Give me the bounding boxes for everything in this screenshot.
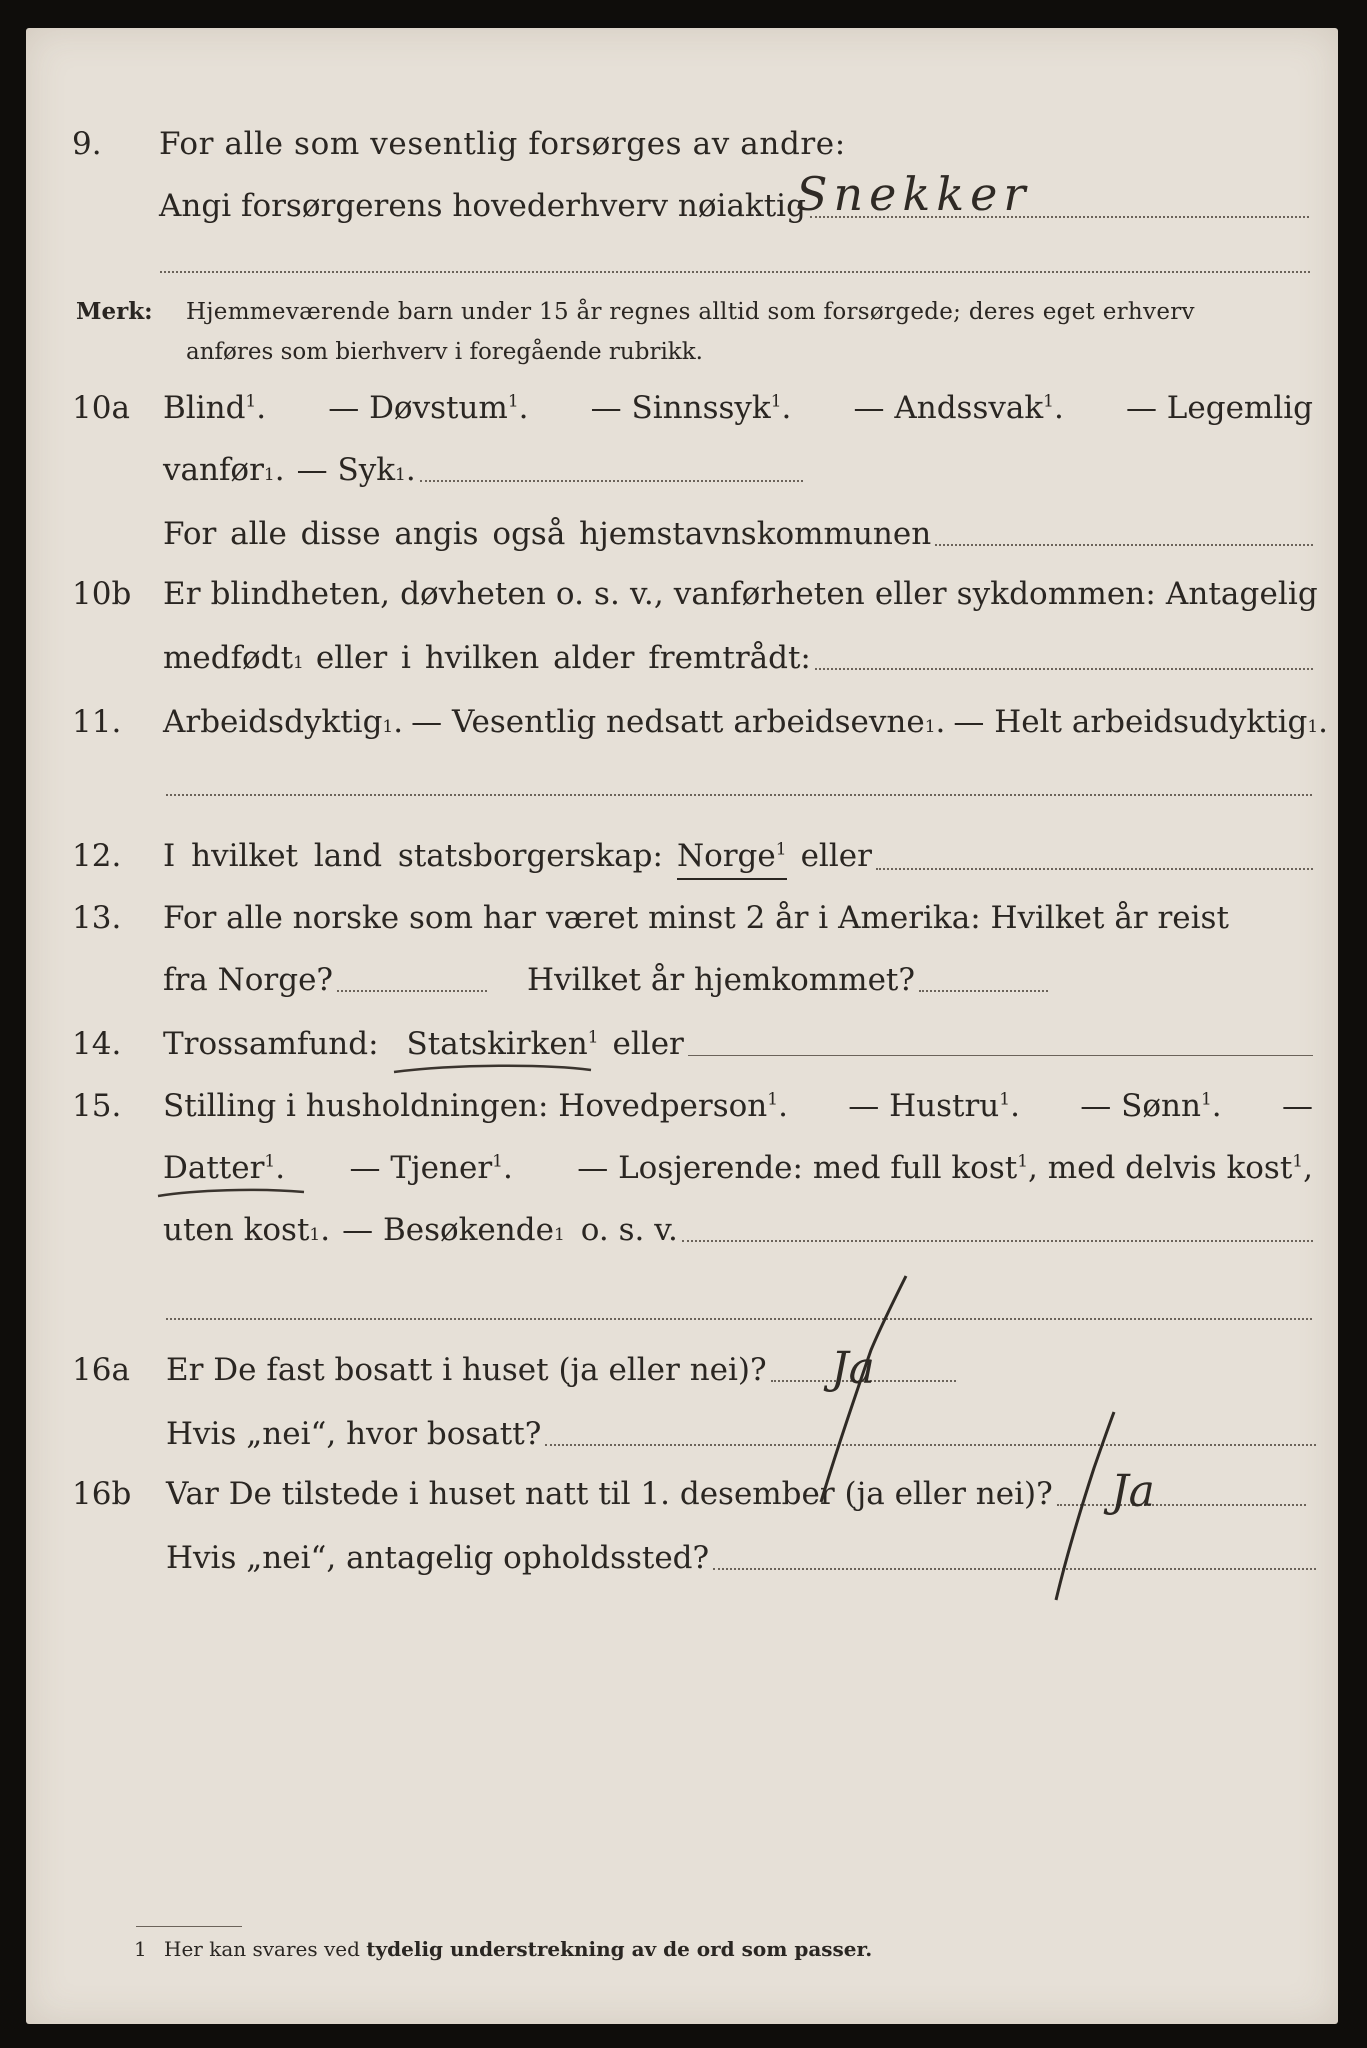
question-12: 12. I hvilket land statsborgerskap: Norge$^1$ eller [26, 834, 1338, 878]
handwritten-answer-16b: Ja [1111, 1466, 1155, 1517]
question-number: 11. [72, 704, 122, 740]
question-number: 10b [72, 576, 132, 612]
question-text: Arbeidsdyktig 1 . — Vesentlig nedsatt arbeidsevne 1 . — Helt arbeidsudyktig 1 . [163, 704, 1329, 740]
question-14: 14. Trossamfund: Statskirken$^1$ eller [26, 1022, 1338, 1066]
question-text: Angi forsørgerens hovederhverv nøiaktig [159, 188, 806, 224]
question-15-line-2: Datter$^1$. — Tjener$^1$. — Losjerende: med full kost$^1$, med delvis kost$^1$, [26, 1146, 1338, 1190]
answer-line [682, 1240, 1313, 1242]
question-16a: 16a Er De fast bosatt i huset (ja eller nei)? [26, 1348, 1338, 1392]
answer-line [876, 868, 1313, 870]
question-13-line-2: fra Norge? Hvilket år hjemkommet? [26, 958, 1338, 1002]
underline-statskirken [394, 1066, 591, 1072]
answer-line [166, 1318, 1312, 1320]
question-text: For alle norske som har været minst 2 år i Amerika: Hvilket år reist [163, 900, 1229, 936]
question-16b-line-2: Hvis „nei“, antagelig opholdssted? [26, 1536, 1338, 1580]
answer-line [1057, 1504, 1306, 1506]
question-15 [26, 1084, 1338, 1128]
question-10a [26, 386, 1338, 430]
question-text: Er blindheten, døvheten o. s. v., vanførheten eller sykdommen: Antagelig [163, 576, 1318, 612]
answer-line [771, 1380, 956, 1382]
norge-option: Norge$^1$ [677, 834, 787, 880]
underline-datter [158, 1190, 304, 1196]
answer-line [160, 271, 1310, 273]
handwritten-answer-9: Snekker [796, 167, 1032, 221]
census-form-page: 9. For alle som vesentlig forsørges av andre: Angi forsørgerens hovederhverv nøiaktig Merk: Hjemmeværende barn under 15 år regnes alltid som forsørgede; deres eget erhverv anføres som bierhverv i foregående rubrikk. 10a Blind$^1$. — Døvstum$^1$. — Sinnssyk$^1$. — Andssvak$^1$. — Legemlig vanfør 1 . — Syk 1 . For alle disse angis også hjemstavnskommunen 10b Er blindheten, døvheten o. s. v., vanførheten eller sykdommen: Antagelig medfødt 1 eller i hvilken alder fremtrådt: 11. Arbeidsdyktig 1 . — Vesentlig nedsatt arbeidsevne 1 . — Helt arbeidsudyktig 1 . 12. I hvilket land statsborgerskap: Norge$^1$ eller 13. For alle norske som har været minst 2 år i Amerika: Hvilket år reist fra Norge? Hvilket år hjemkommet? 14. Trossamfund: Statskirken$^1$ eller 15. Stilling i husholdningen: Hovedperson$^1$. — Hustru$^1$. — Sønn$^1$. — Datter$^1$. — Tjener$^1$. — Losjerende: med full kost$^1$, med delvis kost$^1$, uten kost 1 . — Besøkende 1 o. s. v. 16a Er De fast bosatt i huset (ja eller nei)? Hvis „nei“, hvor bosatt? 16b Var De tilstede i huset natt til 1. desember (ja eller nei)? Hvis „nei“, antagelig opholdssted? 1 Her kan svares ved tydelig understrekning av de ord som passer. Snekker Ja Ja [26, 28, 1338, 2024]
note-text: anføres som bierhverv i foregående rubrikk. [186, 339, 703, 365]
question-number: 10a [72, 390, 130, 426]
question-10b [26, 572, 1338, 616]
question-number: 9. [72, 126, 102, 162]
question-text: For alle som vesentlig forsørges av andre: [159, 126, 846, 162]
question-11 [26, 700, 1338, 744]
statskirken-option: Statskirken$^1$ [406, 1026, 599, 1062]
question-number: 13. [72, 900, 122, 936]
answer-line [810, 216, 1309, 218]
question-number: 16b [72, 1476, 132, 1512]
footnote-divider [136, 1926, 242, 1927]
answer-line [919, 990, 1048, 992]
answer-line [713, 1568, 1316, 1570]
handwritten-answer-16a: Ja [831, 1343, 875, 1394]
question-number: 16a [72, 1352, 130, 1388]
question-number: 14. [72, 1026, 122, 1062]
question-10a-line-3: For alle disse angis også hjemstavnskommunen [26, 512, 1338, 556]
question-number: 12. [72, 838, 122, 874]
answer-line [545, 1444, 1316, 1446]
question-13 [26, 896, 1338, 940]
answer-line [815, 668, 1313, 670]
note-text: Hjemmeværende barn under 15 år regnes alltid som forsørgede; deres eget erhverv [186, 299, 1195, 325]
question-16a-line-2: Hvis „nei“, hvor bosatt? [26, 1412, 1338, 1456]
answer-line [166, 794, 1312, 796]
question-9 [26, 122, 1338, 166]
question-text: Blind$^1$. — Døvstum$^1$. — Sinnssyk$^1$. — Andssvak$^1$. — Legemlig [163, 390, 1313, 426]
answer-line [935, 544, 1313, 546]
answer-line [688, 1055, 1313, 1056]
question-9-line-2 [26, 184, 1338, 228]
question-text: Stilling i husholdningen: Hovedperson$^1$. — Hustru$^1$. — Sønn$^1$. — [163, 1088, 1313, 1124]
answer-line [420, 480, 803, 482]
question-10b-line-2: medfødt 1 eller i hvilken alder fremtrådt: [26, 636, 1338, 680]
datter-option: Datter$^1$. [163, 1150, 286, 1186]
question-10a-line-2: vanfør 1 . — Syk 1 . [26, 448, 1338, 492]
note-label: Merk: [76, 298, 153, 325]
question-number: 15. [72, 1088, 122, 1124]
question-16b: 16b Var De tilstede i huset natt til 1. desember (ja eller nei)? [26, 1472, 1338, 1516]
answer-line [337, 990, 487, 992]
question-15-line-3: uten kost 1 . — Besøkende 1 o. s. v. [26, 1208, 1338, 1252]
